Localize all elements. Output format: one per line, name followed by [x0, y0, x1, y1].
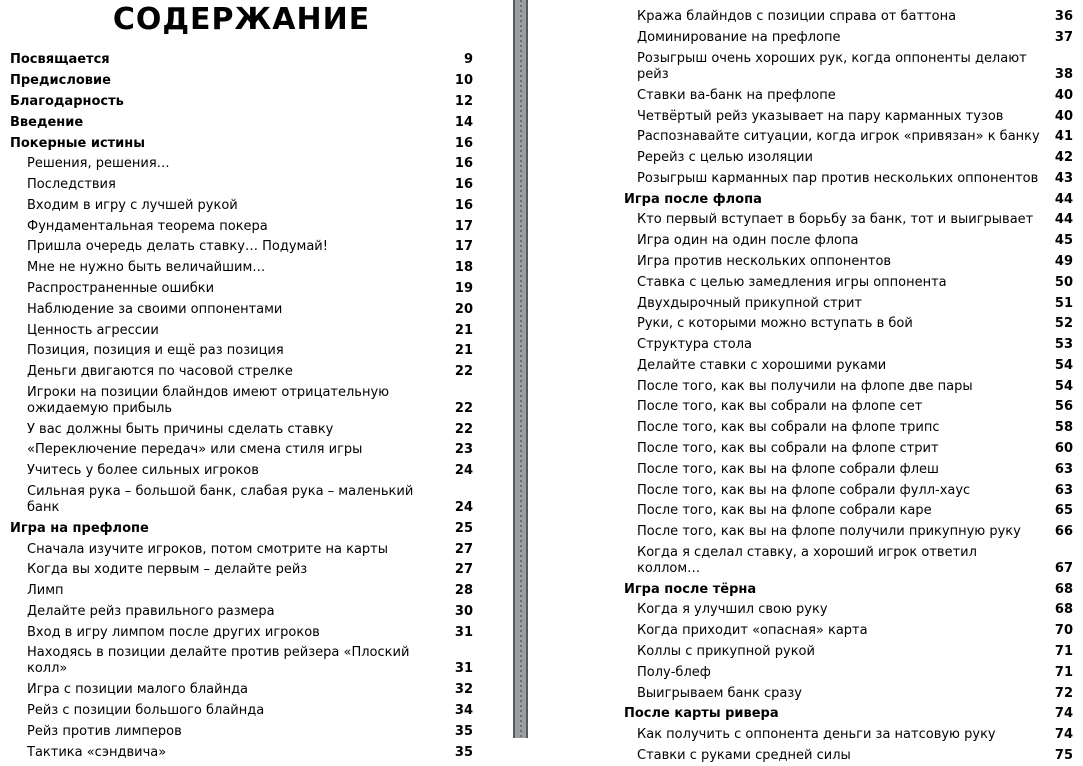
toc-entry-page: 58 [1054, 420, 1073, 436]
toc-title: СОДЕРЖАНИЕ [112, 2, 371, 37]
toc-entry-label: После того, как вы на флопе собрали фулл-хаус [637, 482, 971, 498]
toc-entry-page: 16 [454, 156, 473, 172]
toc-entry-page: 27 [454, 541, 473, 557]
toc-entry-page: 67 [1054, 560, 1073, 576]
toc-entry-page: 32 [454, 682, 473, 698]
left-toc-list [10, 50, 473, 763]
toc-entry [624, 335, 1073, 356]
toc-entry [10, 539, 473, 560]
toc-entry-label: У вас должны быть причины сделать ставку [27, 421, 334, 437]
toc-entry [624, 28, 1073, 49]
toc-entry-page: 70 [1054, 623, 1073, 639]
toc-entry-page: 60 [1054, 441, 1073, 457]
toc-entry-label: После того, как вы на флопе собрали каре [637, 503, 932, 519]
toc-entry-label: Покерные истины [10, 135, 146, 151]
toc-entry-label: Сначала изучите игроков, потом смотрите на карты [27, 541, 389, 557]
toc-entry-label: Доминирование на префлопе [637, 30, 841, 46]
toc-entry-label: Игра один на один после флопа [637, 233, 859, 249]
toc-entry [624, 683, 1073, 704]
toc-entry [10, 92, 473, 113]
toc-entry-label: Двухдырочный прикупной стрит [637, 295, 862, 311]
toc-entry-label: Руки, с которыми можно вступать в бой [637, 316, 913, 332]
toc-entry-page: 24 [454, 463, 473, 479]
toc-entry-label: Ререйз с целью изоляции [637, 150, 813, 166]
toc-entry [624, 7, 1073, 28]
toc-entry [624, 579, 1073, 600]
toc-entry-page: 44 [1054, 191, 1073, 207]
toc-entry-page: 21 [454, 322, 473, 338]
toc-entry-page: 23 [454, 442, 473, 458]
toc-entry-page: 66 [1054, 524, 1073, 540]
toc-entry [624, 376, 1073, 397]
toc-entry-label: Сильная рука – большой банк, слабая рука – маленький банк [27, 484, 414, 516]
toc-entry-page: 65 [1054, 503, 1073, 519]
toc-entry-label: Розыгрыш очень хороших рук, когда оппоненты делают рейз [637, 50, 1027, 82]
toc-entry-label: После того, как вы на флопе получили прикупную руку [637, 524, 1021, 540]
toc-entry-label: «Переключение передач» или смена стиля игры [27, 442, 363, 458]
toc-entry [624, 127, 1073, 148]
toc-entry [10, 133, 473, 154]
toc-entry-label: Учитесь у более сильных игроков [27, 463, 259, 479]
toc-entry-label: Розыгрыш карманных пар против нескольких оппонентов [637, 170, 1039, 186]
toc-entry-page: 68 [1054, 602, 1073, 618]
toc-entry-label: Игра с позиции малого блайнда [27, 682, 249, 698]
toc-entry [624, 106, 1073, 127]
toc-entry [10, 216, 473, 237]
toc-entry-page: 68 [1054, 581, 1073, 597]
toc-entry [624, 543, 1073, 580]
toc-entry-label: Полу-блеф [637, 664, 711, 680]
toc-entry [10, 622, 473, 643]
toc-entry-label: Когда я улучшил свою руку [637, 602, 828, 618]
toc-entry [10, 383, 473, 420]
toc-entry-page: 72 [1054, 685, 1073, 701]
toc-entry-page: 54 [1054, 378, 1073, 394]
toc-entry-page: 38 [1054, 66, 1073, 82]
toc-entry-label: Рейз с позиции большого блайнда [27, 703, 265, 719]
toc-entry-label: Четвёртый рейз указывает на пару карманных тузов [637, 108, 1004, 124]
toc-entry-page: 71 [1054, 664, 1073, 680]
toc-entry [624, 397, 1073, 418]
toc-entry-label: Ценность агрессии [27, 322, 159, 338]
toc-entry-label: Входим в игру с лучшей рукой [27, 197, 238, 213]
toc-entry-page: 21 [454, 343, 473, 359]
toc-entry [624, 725, 1073, 746]
toc-entry-page: 75 [1054, 747, 1073, 763]
toc-entry-label: Игроки на позиции блайндов имеют отрицательную ожидаемую прибыль [27, 384, 390, 416]
right-page [528, 0, 1083, 763]
toc-entry-page: 35 [454, 723, 473, 739]
toc-entry-label: Пришла очередь делать ставку… Подумай! [27, 239, 328, 255]
toc-entry-label: Выигрываем банк сразу [637, 685, 802, 701]
toc-entry [624, 600, 1073, 621]
toc-entry [10, 112, 473, 133]
toc-entry-label: Рейз против лимперов [27, 723, 182, 739]
toc-entry-page: 56 [1054, 399, 1073, 415]
toc-entry-page: 12 [454, 93, 473, 109]
toc-entry-page: 74 [1054, 727, 1073, 743]
toc-entry [10, 518, 473, 539]
toc-entry [624, 418, 1073, 439]
toc-entry-page: 50 [1054, 274, 1073, 290]
toc-entry-label: Благодарность [10, 93, 124, 109]
toc-entry-page: 41 [1054, 129, 1073, 145]
toc-entry-label: Кража блайндов с позиции справа от баттона [637, 9, 957, 25]
toc-entry-page: 44 [1054, 212, 1073, 228]
toc-entry [624, 746, 1073, 766]
toc-entry [10, 602, 473, 623]
toc-entry-page: 16 [454, 197, 473, 213]
toc-entry-page: 22 [454, 421, 473, 437]
toc-entry [10, 154, 473, 175]
toc-entry [10, 50, 473, 71]
toc-entry [10, 419, 473, 440]
toc-entry-label: Фундаментальная теорема покера [27, 218, 268, 234]
toc-entry-page: 52 [1054, 316, 1073, 332]
toc-entry-label: После того, как вы собрали на флопе трипс [637, 420, 940, 436]
toc-entry [10, 320, 473, 341]
toc-entry [624, 168, 1073, 189]
toc-entry-label: Тактика «сэндвича» [27, 744, 167, 760]
toc-entry [624, 272, 1073, 293]
toc-entry [624, 356, 1073, 377]
toc-entry [624, 662, 1073, 683]
toc-entry-label: Структура стола [637, 337, 753, 353]
toc-entry-label: Введение [10, 114, 84, 130]
toc-entry-label: Распознавайте ситуации, когда игрок «привязан» к банку [637, 129, 1040, 145]
toc-entry-label: Находясь в позиции делайте против рейзера «Плоский колл» [27, 645, 410, 677]
toc-entry-page: 16 [454, 177, 473, 193]
toc-entry-label: Когда вы ходите первым – делайте рейз [27, 562, 308, 578]
toc-entry [10, 742, 473, 763]
toc-entry [10, 299, 473, 320]
toc-entry-label: Наблюдение за своими оппонентами [27, 301, 283, 317]
toc-entry-label: Лимп [27, 583, 64, 599]
toc-entry-page: 43 [1054, 170, 1073, 186]
toc-entry-label: Как получить с оппонента деньги за натсовую руку [637, 727, 996, 743]
toc-entry [10, 560, 473, 581]
toc-entry-label: Когда я сделал ставку, а хороший игрок ответил коллом… [637, 544, 977, 576]
toc-entry [10, 440, 473, 461]
toc-entry [10, 279, 473, 300]
toc-entry-page: 30 [454, 603, 473, 619]
toc-entry-label: Игра после флопа [624, 191, 762, 207]
toc-entry-page: 51 [1054, 295, 1073, 311]
toc-entry [10, 581, 473, 602]
toc-entry [624, 439, 1073, 460]
toc-entry-label: Распространенные ошибки [27, 280, 215, 296]
toc-entry-page: 19 [454, 280, 473, 296]
toc-entry [624, 148, 1073, 169]
toc-entry-page: 24 [454, 500, 473, 516]
toc-entry-label: Последствия [27, 177, 116, 193]
toc-entry-label: Делайте ставки с хорошими руками [637, 357, 887, 373]
toc-entry-label: Позиция, позиция и ещё раз позиция [27, 343, 284, 359]
toc-entry-label: Когда приходит «опасная» карта [637, 623, 868, 639]
toc-entry [10, 341, 473, 362]
toc-entry-page: 53 [1054, 337, 1073, 353]
toc-entry-page: 71 [1054, 644, 1073, 660]
page-gutter-divider [513, 0, 528, 738]
toc-entry-label: Коллы с прикупной рукой [637, 644, 815, 660]
toc-entry-page: 35 [454, 744, 473, 760]
toc-entry-page: 37 [1054, 30, 1073, 46]
toc-entry [624, 210, 1073, 231]
toc-entry-page: 63 [1054, 482, 1073, 498]
toc-entry [10, 237, 473, 258]
toc-entry-page: 14 [454, 114, 473, 130]
toc-entry [10, 701, 473, 722]
toc-entry-label: После того, как вы собрали на флопе сет [637, 399, 923, 415]
toc-entry-label: Деньги двигаются по часовой стрелке [27, 364, 293, 380]
toc-entry [624, 293, 1073, 314]
toc-entry-label: Ставки ва-банк на префлопе [637, 87, 836, 103]
toc-entry [624, 85, 1073, 106]
toc-entry-page: 42 [1054, 150, 1073, 166]
toc-entry-label: Делайте рейз правильного размера [27, 603, 275, 619]
toc-entry [624, 704, 1073, 725]
toc-entry [624, 314, 1073, 335]
toc-entry [10, 175, 473, 196]
toc-entry-page: 16 [454, 135, 473, 151]
toc-entry-label: Вход в игру лимпом после других игроков [27, 624, 320, 640]
toc-entry [10, 643, 473, 680]
toc-entry-page: 54 [1054, 357, 1073, 373]
toc-entry [624, 501, 1073, 522]
toc-entry-page: 34 [454, 703, 473, 719]
toc-entry-page: 27 [454, 562, 473, 578]
left-page [0, 0, 513, 760]
toc-entry-page: 40 [1054, 87, 1073, 103]
toc-entry [624, 252, 1073, 273]
toc-entry-page: 31 [454, 624, 473, 640]
toc-entry-page: 74 [1054, 706, 1073, 722]
toc-entry-label: Предисловие [10, 73, 111, 89]
toc-entry [624, 480, 1073, 501]
toc-entry-page: 20 [454, 301, 473, 317]
toc-entry-page: 17 [454, 218, 473, 234]
toc-entry [624, 621, 1073, 642]
toc-entry-label: Игра против нескольких оппонентов [637, 253, 892, 269]
toc-entry-label: Мне не нужно быть величайшим… [27, 260, 266, 276]
toc-entry [624, 522, 1073, 543]
toc-entry [10, 680, 473, 701]
toc-entry-page: 40 [1054, 108, 1073, 124]
toc-entry-label: Ставки с руками средней силы [637, 747, 851, 763]
toc-entry-page: 10 [454, 73, 473, 89]
toc-entry-label: Решения, решения… [27, 156, 170, 172]
toc-entry-label: После того, как вы собрали на флопе стрит [637, 441, 939, 457]
toc-entry-page: 25 [454, 520, 473, 536]
toc-entry-page: 22 [454, 364, 473, 380]
toc-entry [624, 189, 1073, 210]
toc-entry [10, 721, 473, 742]
toc-entry-page: 31 [454, 661, 473, 677]
toc-entry-label: После карты ривера [624, 706, 779, 722]
toc-entry-page: 28 [454, 583, 473, 599]
toc-entry-label: Ставка с целью замедления игры оппонента [637, 274, 947, 290]
toc-entry [10, 71, 473, 92]
toc-entry-page: 36 [1054, 9, 1073, 25]
toc-entry-page: 45 [1054, 233, 1073, 249]
toc-entry-page: 17 [454, 239, 473, 255]
toc-entry [624, 231, 1073, 252]
toc-entry-label: Кто первый вступает в борьбу за банк, тот и выигрывает [637, 212, 1034, 228]
toc-entry [10, 482, 473, 519]
toc-entry [10, 195, 473, 216]
toc-entry-label: После того, как вы на флопе собрали флеш [637, 461, 939, 477]
toc-entry [10, 258, 473, 279]
toc-entry-page: 9 [463, 52, 473, 68]
toc-entry-page: 22 [454, 400, 473, 416]
toc-entry [10, 461, 473, 482]
toc-entry-page: 63 [1054, 461, 1073, 477]
right-toc-list [624, 7, 1073, 766]
toc-entry [10, 362, 473, 383]
toc-entry-label: Игра на префлопе [10, 520, 149, 536]
toc-entry [624, 49, 1073, 86]
toc-entry-page: 49 [1054, 253, 1073, 269]
toc-entry [624, 642, 1073, 663]
toc-entry-page: 18 [454, 260, 473, 276]
toc-entry-label: После того, как вы получили на флопе две пары [637, 378, 973, 394]
toc-entry-label: Игра после тёрна [624, 581, 757, 597]
toc-entry-label: Посвящается [10, 52, 110, 68]
toc-entry [624, 459, 1073, 480]
